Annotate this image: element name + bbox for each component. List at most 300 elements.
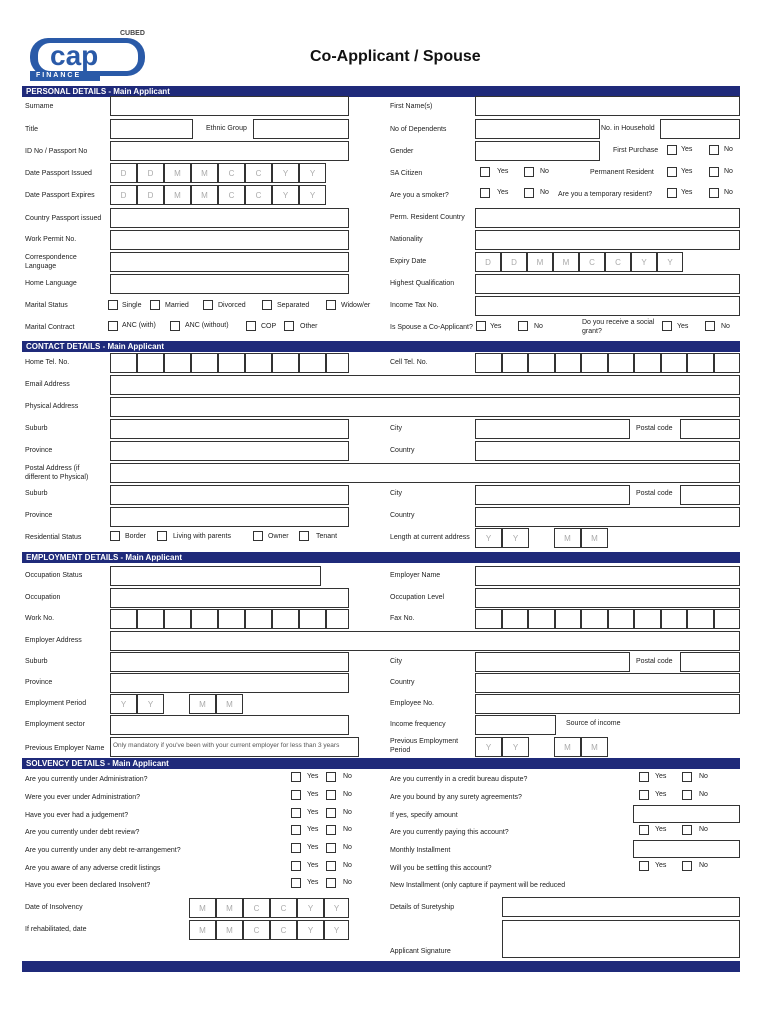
occupation-level-label: Occupation Level <box>390 594 445 601</box>
date-seg-m1[interactable]: M <box>164 185 191 205</box>
digit-box[interactable] <box>272 609 299 629</box>
first-names-label: First Name(s) <box>390 103 433 110</box>
solvency-q2-yes-label: Yes <box>307 791 319 798</box>
digit-box[interactable] <box>555 353 582 373</box>
digit-box[interactable] <box>528 609 555 629</box>
date-seg-y1[interactable]: Y <box>475 528 502 548</box>
digit-box[interactable] <box>608 609 635 629</box>
smoker-yes-checkbox[interactable] <box>480 188 490 198</box>
solvency-q5-yes-checkbox[interactable] <box>291 843 301 853</box>
cell-tel-label: Cell Tel. No. <box>390 359 428 366</box>
postal-code-label: Postal code <box>636 425 673 432</box>
digit-box[interactable] <box>326 353 349 373</box>
permanent-resident-label: Permanent Resident <box>590 169 654 176</box>
digit-box[interactable] <box>581 609 608 629</box>
solvency-q6-yes-label: Yes <box>307 862 319 869</box>
date-passport-issued-label: Date Passport Issued <box>25 170 92 177</box>
ethnic-group-input[interactable] <box>253 119 349 139</box>
dependents-input[interactable] <box>475 119 600 139</box>
employer-address-input[interactable] <box>110 631 740 651</box>
digit-box[interactable] <box>714 609 741 629</box>
temp-resident-no-checkbox[interactable] <box>709 188 719 198</box>
digit-box[interactable] <box>475 353 502 373</box>
smoker-yes-label: Yes <box>497 189 509 196</box>
surname-label: Surname <box>25 103 54 110</box>
digit-box[interactable] <box>245 353 272 373</box>
solvency-r5-label: Monthly Installment <box>390 847 451 854</box>
employer-address-label: Employer Address <box>25 637 82 644</box>
postal-code-input[interactable] <box>680 419 740 439</box>
solvency-r2-yes-checkbox[interactable] <box>639 790 649 800</box>
postal-city-input[interactable] <box>475 485 630 505</box>
sa-citizen-no-label: No <box>540 168 549 175</box>
date-seg-m2[interactable]: M <box>216 694 243 714</box>
solvency-q7-yes-label: Yes <box>307 879 319 886</box>
date-seg-y1[interactable]: Y <box>631 252 657 272</box>
digit-box[interactable] <box>502 609 529 629</box>
solvency-r4-no-checkbox[interactable] <box>682 825 692 835</box>
sa-citizen-yes-checkbox[interactable] <box>480 167 490 177</box>
solvency-q7-yes-checkbox[interactable] <box>291 878 301 888</box>
postal-city-label: City <box>390 490 403 497</box>
solvency-r3-label: If yes, specify amount <box>390 812 458 819</box>
country-passport-input[interactable] <box>110 208 349 228</box>
sa-citizen-yes-label: Yes <box>497 168 509 175</box>
home-tel-label: Home Tel. No. <box>25 359 70 366</box>
first-purchase-no-checkbox[interactable] <box>709 145 719 155</box>
perm-resident-country-label: Perm. Resident Country <box>390 214 465 221</box>
date-seg-m2[interactable]: M <box>216 898 243 918</box>
suburb-input[interactable] <box>110 419 349 439</box>
solvency-r2-no-checkbox[interactable] <box>682 790 692 800</box>
spouse-co-applicant-label: Is Spouse a Co-Applicant? <box>390 324 473 331</box>
section-employment: EMPLOYMENT DETAILS - Main Applicant <box>22 552 740 563</box>
marital-status-label: Marital Status <box>25 302 68 309</box>
digit-box[interactable] <box>245 609 272 629</box>
digit-box[interactable] <box>110 353 137 373</box>
date-seg-m2[interactable]: M <box>191 163 218 183</box>
home-language-input[interactable] <box>110 274 349 294</box>
digit-box[interactable] <box>191 609 218 629</box>
emp-city-input[interactable] <box>475 652 630 672</box>
id-no-input[interactable] <box>110 141 349 161</box>
nationality-label: Nationality <box>390 236 423 243</box>
digit-box[interactable] <box>299 609 326 629</box>
first-names-input[interactable] <box>475 96 740 116</box>
perm-resident-yes-checkbox[interactable] <box>667 167 677 177</box>
social-grant-yes-checkbox[interactable] <box>662 321 672 331</box>
date-seg-d1[interactable]: D <box>110 185 137 205</box>
marital-widow-label: Widow/er <box>341 302 371 309</box>
digit-box[interactable] <box>164 609 191 629</box>
postal-postal-code-label: Postal code <box>636 490 673 497</box>
title-label: Title <box>25 126 38 133</box>
marital-divorced-label: Divorced <box>218 302 246 309</box>
digit-box[interactable] <box>272 353 299 373</box>
solvency-q3-yes-checkbox[interactable] <box>291 808 301 818</box>
digit-box[interactable] <box>218 609 245 629</box>
employment-sector-input[interactable] <box>110 715 349 735</box>
solvency-q5-yes-label: Yes <box>307 844 319 851</box>
date-seg-m1[interactable]: M <box>164 163 191 183</box>
highest-qualification-input[interactable] <box>475 274 740 294</box>
footer-bar <box>22 961 740 972</box>
date-seg-m1[interactable]: M <box>189 694 216 714</box>
emp-province-input[interactable] <box>110 673 349 693</box>
company-logo <box>30 30 155 85</box>
date-seg-c2[interactable]: C <box>605 252 631 272</box>
title-input[interactable] <box>110 119 193 139</box>
postal-address-input[interactable] <box>110 463 740 483</box>
work-permit-input[interactable] <box>110 230 349 250</box>
date-seg-y2[interactable]: Y <box>299 163 326 183</box>
solvency-q3-no-checkbox[interactable] <box>326 808 336 818</box>
date-seg-m1[interactable]: M <box>527 252 553 272</box>
marital-married-label: Married <box>165 302 189 309</box>
solvency-r4-yes-label: Yes <box>655 826 667 833</box>
occupation-label: Occupation <box>25 594 61 601</box>
date-seg-y1[interactable]: Y <box>297 920 324 940</box>
marital-married-checkbox[interactable] <box>150 300 160 310</box>
details-suretyship-input[interactable] <box>502 897 740 917</box>
solvency-q3-yes-label: Yes <box>307 809 319 816</box>
residential-owner-checkbox[interactable] <box>253 531 263 541</box>
solvency-q5-label: Are you currently under any debt re-arrangement? <box>25 847 181 854</box>
sa-citizen-label: SA Citizen <box>390 170 423 177</box>
residential-border-checkbox[interactable] <box>110 531 120 541</box>
contract-anc-with-checkbox[interactable] <box>108 321 118 331</box>
nationality-input[interactable] <box>475 230 740 250</box>
date-seg-m2[interactable]: M <box>553 252 579 272</box>
solvency-q1-yes-checkbox[interactable] <box>291 772 301 782</box>
solvency-r6-no-checkbox[interactable] <box>682 861 692 871</box>
date-seg-y1[interactable]: Y <box>297 898 324 918</box>
temp-resident-no-label: No <box>724 189 733 196</box>
occupation-status-label: Occupation Status <box>25 572 83 579</box>
employment-period-label: Employment Period <box>25 700 87 707</box>
signature-label: Applicant Signature <box>390 948 451 955</box>
residential-parents-checkbox[interactable] <box>157 531 167 541</box>
date-seg-c1[interactable]: C <box>218 163 245 183</box>
digit-box[interactable] <box>661 353 688 373</box>
smoker-label: Are you a smoker? <box>390 192 449 199</box>
solvency-q7-no-label: No <box>343 879 352 886</box>
postal-province-input[interactable] <box>110 507 349 527</box>
solvency-r4-no-label: No <box>699 826 708 833</box>
gender-input[interactable] <box>475 141 600 161</box>
solvency-q6-label: Are you aware of any adverse credit listings <box>25 865 161 872</box>
date-seg-c2[interactable]: C <box>270 898 297 918</box>
solvency-r7-label: New Installment (only capture if payment will be reduced <box>390 882 566 889</box>
date-seg-y2[interactable]: Y <box>324 920 349 940</box>
date-seg-m1[interactable]: M <box>189 898 216 918</box>
date-seg-m2[interactable]: M <box>581 737 608 757</box>
date-seg-d1[interactable]: D <box>475 252 501 272</box>
date-seg-c1[interactable]: C <box>579 252 605 272</box>
digit-box[interactable] <box>555 609 582 629</box>
household-label: No. in Household <box>601 125 655 132</box>
marital-widow-checkbox[interactable] <box>326 300 336 310</box>
smoker-no-checkbox[interactable] <box>524 188 534 198</box>
solvency-r6-no-label: No <box>699 862 708 869</box>
emp-suburb-label: Suburb <box>25 658 48 665</box>
emp-postal-code-label: Postal code <box>636 658 673 665</box>
social-grant-label: Do you receive a social grant? <box>582 319 655 335</box>
perm-resident-no-checkbox[interactable] <box>709 167 719 177</box>
social-grant-yes-label: Yes <box>677 323 689 330</box>
emp-postal-code-input[interactable] <box>680 652 740 672</box>
solvency-r1-yes-checkbox[interactable] <box>639 772 649 782</box>
perm-resident-country-input[interactable] <box>475 208 740 228</box>
home-language-label: Home Language <box>25 280 77 287</box>
digit-box[interactable] <box>661 609 688 629</box>
email-input[interactable] <box>110 375 740 395</box>
employee-no-label: Employee No. <box>390 700 434 707</box>
physical-address-label: Physical Address <box>25 403 79 410</box>
date-seg-m2[interactable]: M <box>191 185 218 205</box>
email-label: Email Address <box>25 381 70 388</box>
sa-citizen-no-checkbox[interactable] <box>524 167 534 177</box>
form-title: Co-Applicant / Spouse <box>310 48 481 65</box>
digit-box[interactable] <box>714 353 741 373</box>
residential-tenant-checkbox[interactable] <box>299 531 309 541</box>
date-seg-m2[interactable]: M <box>581 528 608 548</box>
date-seg-m2[interactable]: M <box>216 920 243 940</box>
physical-address-input[interactable] <box>110 397 740 417</box>
first-purchase-label: First Purchase <box>613 147 659 154</box>
marital-separated-label: Separated <box>277 302 310 309</box>
residential-status-label: Residential Status <box>25 534 82 541</box>
residential-owner-label: Owner <box>268 533 289 540</box>
solvency-r4-label: Are you currently paying this account? <box>390 829 509 836</box>
postal-suburb-input[interactable] <box>110 485 349 505</box>
date-seg-c1[interactable]: C <box>243 920 270 940</box>
solvency-r1-no-checkbox[interactable] <box>682 772 692 782</box>
social-grant-no-label: No <box>721 323 730 330</box>
date-seg-c2[interactable]: C <box>270 920 297 940</box>
digit-box[interactable] <box>110 609 137 629</box>
source-of-income-label: Source of income <box>566 720 621 727</box>
employee-no-input[interactable] <box>475 694 740 714</box>
digit-box[interactable] <box>299 353 326 373</box>
date-seg-c2[interactable]: C <box>245 185 272 205</box>
solvency-q4-no-label: No <box>343 826 352 833</box>
correspondence-language-label: Correspondence Language <box>25 254 77 270</box>
solvency-q3-label: Have you ever had a judgement? <box>25 812 129 819</box>
residential-parents-label: Living with parents <box>173 533 231 540</box>
country-passport-label: Country Passport issued <box>25 215 102 222</box>
digit-box[interactable] <box>581 353 608 373</box>
temp-resident-yes-label: Yes <box>681 189 693 196</box>
solvency-q1-no-label: No <box>343 773 352 780</box>
postal-postal-code-input[interactable] <box>680 485 740 505</box>
solvency-r2-yes-label: Yes <box>655 791 667 798</box>
solvency-r6-yes-checkbox[interactable] <box>639 861 649 871</box>
highest-qualification-label: Highest Qualification <box>390 280 455 287</box>
marital-separated-checkbox[interactable] <box>262 300 272 310</box>
logo-main-text: cap <box>50 40 99 71</box>
postal-province-label: Province <box>25 512 53 519</box>
contract-cop-checkbox[interactable] <box>246 321 256 331</box>
emp-country-label: Country <box>390 679 415 686</box>
contract-other-label: Other <box>300 323 318 330</box>
digit-box[interactable] <box>608 353 635 373</box>
solvency-q2-yes-checkbox[interactable] <box>291 790 301 800</box>
postal-address-label: Postal Address (if different to Physical) <box>25 465 89 481</box>
rehabilitated-label: If rehabilitated, date <box>25 926 87 933</box>
digit-box[interactable] <box>502 353 529 373</box>
details-suretyship-label: Details of Suretyship <box>390 904 455 911</box>
solvency-r1-yes-label: Yes <box>655 773 667 780</box>
solvency-q4-yes-label: Yes <box>307 826 319 833</box>
date-seg-c1[interactable]: C <box>218 185 245 205</box>
temp-resident-yes-checkbox[interactable] <box>667 188 677 198</box>
digit-box[interactable] <box>634 609 661 629</box>
residential-border-label: Border <box>125 533 147 540</box>
digit-box[interactable] <box>687 609 714 629</box>
solvency-r1-label: Are you currently in a credit bureau dispute? <box>390 776 528 783</box>
perm-resident-no-label: No <box>724 168 733 175</box>
solvency-q7-no-checkbox[interactable] <box>326 878 336 888</box>
date-seg-c2[interactable]: C <box>245 163 272 183</box>
income-tax-input[interactable] <box>475 296 740 316</box>
date-seg-y2[interactable]: Y <box>299 185 326 205</box>
solvency-q6-yes-checkbox[interactable] <box>291 861 301 871</box>
occupation-level-input[interactable] <box>475 588 740 608</box>
section-contact: CONTACT DETAILS - Main Applicant <box>22 341 740 352</box>
digit-box[interactable] <box>528 353 555 373</box>
first-purchase-no-label: No <box>724 146 733 153</box>
contract-cop-label: COP <box>261 323 277 330</box>
id-no-label: ID No / Passport No <box>25 148 88 155</box>
date-seg-m1[interactable]: M <box>554 737 581 757</box>
province-input[interactable] <box>110 441 349 461</box>
solvency-q4-label: Are you currently under debt review? <box>25 829 140 836</box>
solvency-q2-no-label: No <box>343 791 352 798</box>
date-seg-y2[interactable]: Y <box>324 898 349 918</box>
solvency-q2-no-checkbox[interactable] <box>326 790 336 800</box>
income-frequency-label: Income frequency <box>390 721 446 728</box>
date-seg-y2[interactable]: Y <box>502 528 529 548</box>
date-seg-d2[interactable]: D <box>501 252 527 272</box>
postal-suburb-label: Suburb <box>25 490 48 497</box>
emp-city-label: City <box>390 658 403 665</box>
ethnic-group-label: Ethnic Group <box>206 125 247 132</box>
social-grant-no-checkbox[interactable] <box>705 321 715 331</box>
surety-amount-input[interactable] <box>633 805 740 823</box>
signature-box[interactable] <box>502 920 740 958</box>
date-passport-expires-label: Date Passport Expires <box>25 192 95 199</box>
digit-box[interactable] <box>326 609 349 629</box>
digit-box[interactable] <box>164 353 191 373</box>
logo-sub-text: FINANCE <box>36 72 82 79</box>
gender-label: Gender <box>390 148 414 155</box>
length-at-address-label: Length at current address <box>390 534 470 541</box>
work-permit-label: Work Permit No. <box>25 236 77 243</box>
date-seg-y2[interactable]: Y <box>502 737 529 757</box>
marital-single-checkbox[interactable] <box>108 300 118 310</box>
contract-anc-without-checkbox[interactable] <box>170 321 180 331</box>
income-frequency-input[interactable] <box>475 715 556 735</box>
digit-box[interactable] <box>191 353 218 373</box>
date-seg-y1[interactable]: Y <box>110 694 137 714</box>
solvency-r4-yes-checkbox[interactable] <box>639 825 649 835</box>
emp-country-input[interactable] <box>475 673 740 693</box>
solvency-r1-no-label: No <box>699 773 708 780</box>
occupation-input[interactable] <box>110 588 349 608</box>
date-seg-y1[interactable]: Y <box>475 737 502 757</box>
date-seg-d2[interactable]: D <box>137 163 164 183</box>
marital-divorced-checkbox[interactable] <box>203 300 213 310</box>
postal-country-label: Country <box>390 512 415 519</box>
digit-box[interactable] <box>687 353 714 373</box>
contract-other-checkbox[interactable] <box>284 321 294 331</box>
date-seg-y2[interactable]: Y <box>657 252 683 272</box>
date-seg-y2[interactable]: Y <box>137 694 164 714</box>
date-seg-d1[interactable]: D <box>110 163 137 183</box>
household-input[interactable] <box>660 119 740 139</box>
first-purchase-yes-checkbox[interactable] <box>667 145 677 155</box>
section-solvency: SOLVENCY DETAILS - Main Applicant <box>22 758 740 769</box>
city-input[interactable] <box>475 419 630 439</box>
spouse-no-checkbox[interactable] <box>518 321 528 331</box>
digit-box[interactable] <box>218 353 245 373</box>
monthly-installment-input[interactable] <box>633 840 740 858</box>
date-seg-d2[interactable]: D <box>137 185 164 205</box>
digit-box[interactable] <box>137 353 164 373</box>
country-input[interactable] <box>475 441 740 461</box>
suburb-label: Suburb <box>25 425 48 432</box>
occupation-status-input[interactable] <box>110 566 321 586</box>
logo-top-text: CUBED <box>120 30 145 37</box>
postal-country-input[interactable] <box>475 507 740 527</box>
correspondence-language-input[interactable] <box>110 252 349 272</box>
solvency-q1-no-checkbox[interactable] <box>326 772 336 782</box>
solvency-q6-no-checkbox[interactable] <box>326 861 336 871</box>
solvency-q5-no-checkbox[interactable] <box>326 843 336 853</box>
solvency-q5-no-label: No <box>343 844 352 851</box>
previous-employer-hint: Only mandatory if you've been with your current employer for less than 3 years <box>113 742 340 749</box>
date-seg-y1[interactable]: Y <box>272 163 299 183</box>
emp-suburb-input[interactable] <box>110 652 349 672</box>
date-seg-c1[interactable]: C <box>243 898 270 918</box>
solvency-q4-no-checkbox[interactable] <box>326 825 336 835</box>
solvency-r6-label: Will you be settling this account? <box>390 865 492 872</box>
solvency-r2-label: Are you bound by any surety agreements? <box>390 794 522 801</box>
date-seg-m1[interactable]: M <box>554 528 581 548</box>
temp-resident-label: Are you a temporary resident? <box>558 191 653 198</box>
smoker-no-label: No <box>540 189 549 196</box>
spouse-no-label: No <box>534 323 543 330</box>
employer-name-input[interactable] <box>475 566 740 586</box>
digit-box[interactable] <box>475 609 502 629</box>
date-seg-y1[interactable]: Y <box>272 185 299 205</box>
surname-input[interactable] <box>110 96 349 116</box>
work-no-label: Work No. <box>25 615 55 622</box>
first-purchase-yes-label: Yes <box>681 146 693 153</box>
solvency-q4-yes-checkbox[interactable] <box>291 825 301 835</box>
digit-box[interactable] <box>137 609 164 629</box>
solvency-r6-yes-label: Yes <box>655 862 667 869</box>
previous-employer-label: Previous Employer Name <box>25 745 105 752</box>
digit-box[interactable] <box>634 353 661 373</box>
date-seg-m1[interactable]: M <box>189 920 216 940</box>
contract-anc-without-label: ANC (without) <box>185 322 229 329</box>
residential-tenant-label: Tenant <box>316 533 338 540</box>
section-personal: PERSONAL DETAILS - Main Applicant <box>22 86 740 97</box>
spouse-yes-checkbox[interactable] <box>476 321 486 331</box>
contract-anc-with-label: ANC (with) <box>122 322 156 329</box>
